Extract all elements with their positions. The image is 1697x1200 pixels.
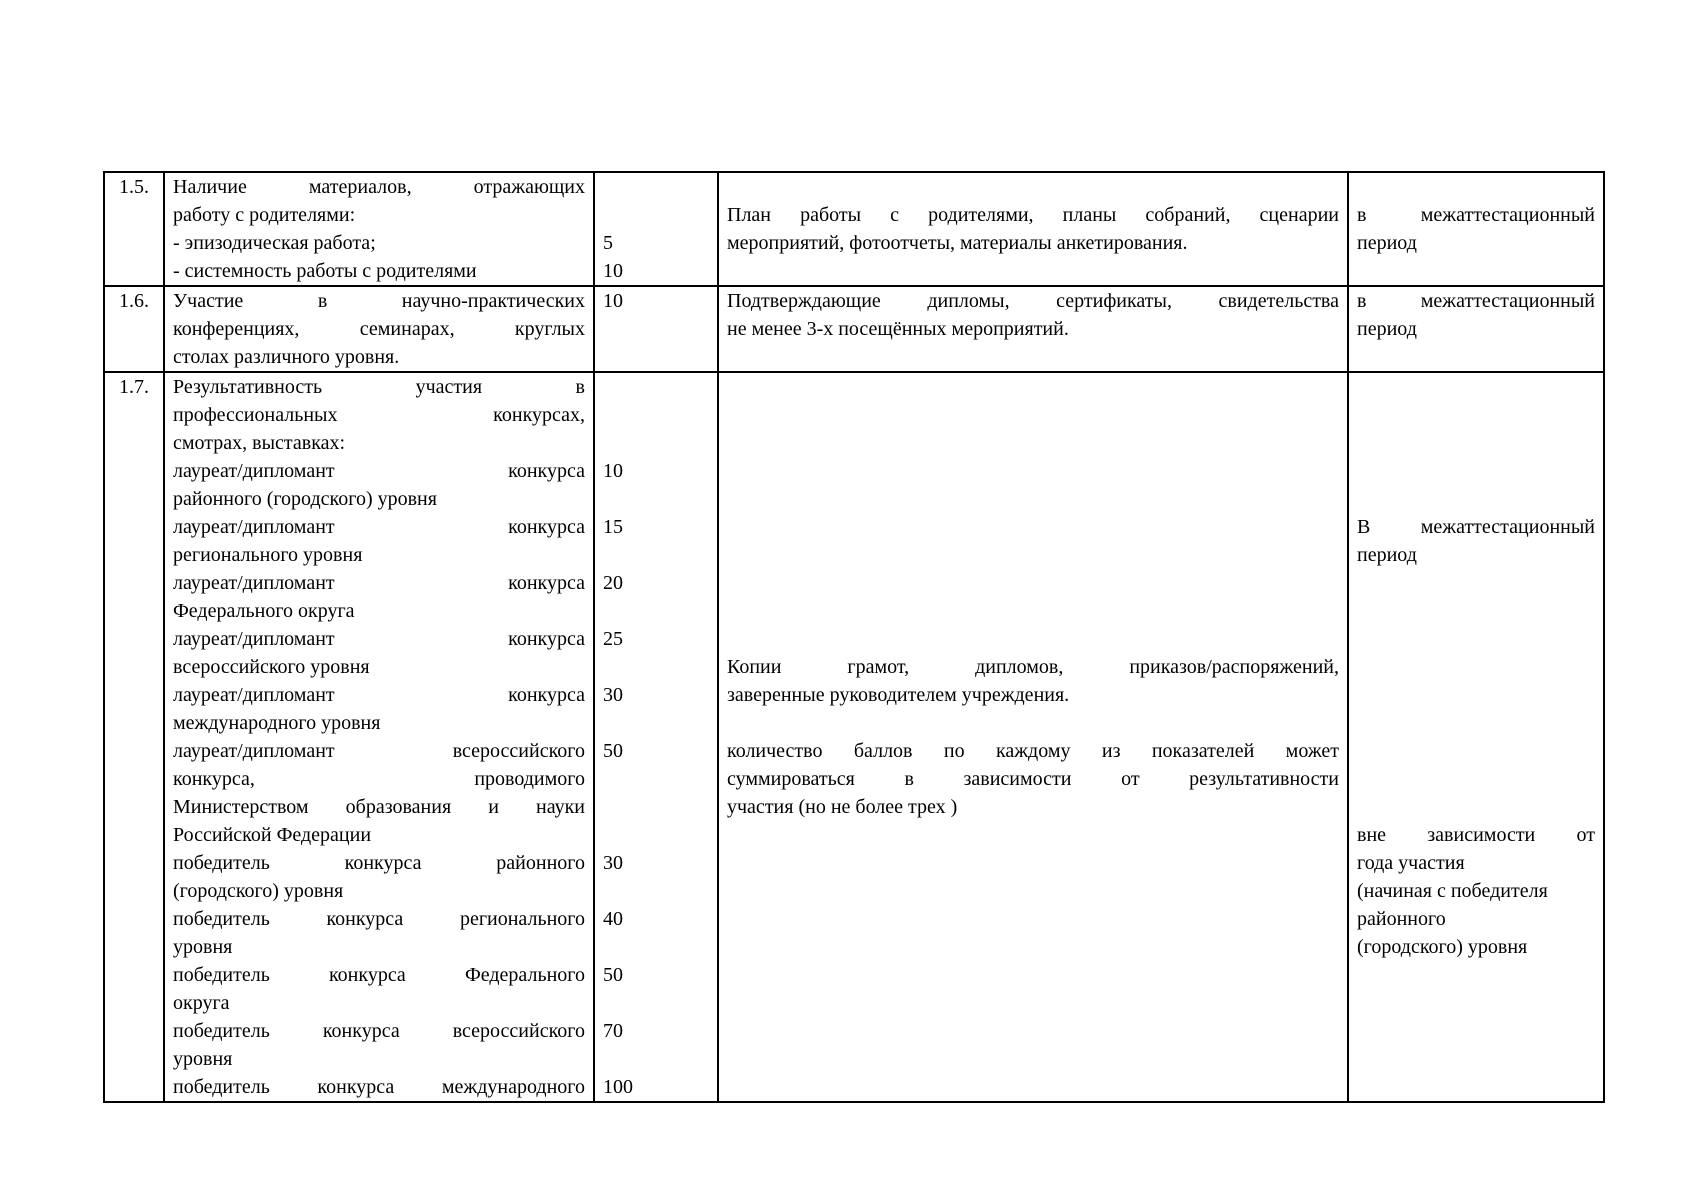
period-line — [1357, 737, 1595, 765]
period-line — [1357, 597, 1595, 625]
evidence-line: Копии грамот, дипломов, приказов/распоряжений, — [727, 656, 1339, 678]
evidence-line: План работы с родителями, планы собраний, сценарии — [727, 204, 1339, 226]
criterion-line: столах различного уровня. — [173, 346, 400, 368]
points-line — [603, 429, 709, 457]
period-line: районного — [1357, 908, 1446, 930]
evidence-line — [727, 513, 1339, 541]
criterion-line: победитель конкурса Федерального — [173, 964, 585, 986]
period-line — [1357, 485, 1595, 513]
period-line: (начиная с победителя — [1357, 880, 1548, 902]
points-line — [603, 709, 709, 737]
criterion-line: Участие в научно-практических — [173, 290, 585, 312]
period-cell — [1348, 286, 1604, 372]
evidence-line: мероприятий, фотоотчеты, материалы анкетирования. — [727, 232, 1188, 254]
period-line: В межаттестационный — [1357, 516, 1595, 538]
table-row — [104, 172, 1604, 286]
criterion-line: регионального уровня — [173, 544, 363, 566]
criteria-table-body — [104, 172, 1604, 1102]
evidence-line: Подтверждающие дипломы, сертификаты, свидетельства — [727, 290, 1339, 312]
evidence-line — [727, 429, 1339, 457]
criterion-line: уровня — [173, 1048, 233, 1070]
evidence-line — [727, 457, 1339, 485]
period-line: года участия — [1357, 852, 1465, 874]
points-line: 25 — [603, 628, 623, 650]
points-line: 10 — [603, 260, 623, 282]
evidence-line: суммироваться в зависимости от результативности — [727, 768, 1339, 790]
criterion-line: победитель конкурса регионального — [173, 908, 585, 930]
points-line: 50 — [603, 740, 623, 762]
evidence-line: не менее 3-х посещённых мероприятий. — [727, 318, 1069, 340]
criterion-line: международного уровня — [173, 712, 381, 734]
period-line: период — [1357, 544, 1417, 566]
evidence-line: заверенные руководителем учреждения. — [727, 684, 1070, 706]
period-line — [1357, 625, 1595, 653]
row-number: 1.7. — [104, 372, 164, 1102]
period-line: (городского) уровня — [1357, 936, 1528, 958]
evidence-line — [727, 597, 1339, 625]
criterion-line: - эпизодическая работа; — [173, 232, 376, 254]
points-line: 70 — [603, 1020, 623, 1042]
criterion-line: Наличие материалов, отражающих — [173, 176, 585, 198]
points-line — [603, 989, 709, 1017]
criterion-line: лауреат/дипломант конкурса — [173, 460, 585, 482]
points-cell — [594, 172, 718, 286]
evidence-line — [727, 373, 1339, 401]
evidence-line — [727, 709, 1339, 737]
points-line: 15 — [603, 516, 623, 538]
points-line: 10 — [603, 460, 623, 482]
evidence-line — [727, 569, 1339, 597]
points-line: 5 — [603, 232, 613, 254]
points-line — [603, 821, 709, 849]
points-line — [603, 765, 709, 793]
criterion-cell — [164, 372, 594, 1102]
period-line — [1357, 569, 1595, 597]
points-line: 40 — [603, 908, 623, 930]
points-line — [603, 173, 709, 201]
criterion-line: работу с родителями: — [173, 204, 356, 226]
evidence-line — [727, 625, 1339, 653]
points-line: 20 — [603, 572, 623, 594]
evidence-line — [727, 401, 1339, 429]
evidence-line — [727, 485, 1339, 513]
evidence-line — [727, 541, 1339, 569]
criterion-line: лауреат/дипломант конкурса — [173, 628, 585, 650]
table-row — [104, 372, 1604, 1102]
period-cell — [1348, 172, 1604, 286]
points-line — [603, 877, 709, 905]
period-line — [1357, 653, 1595, 681]
points-cell — [594, 372, 718, 1102]
row-number: 1.6. — [104, 286, 164, 372]
criterion-line: победитель конкурса районного — [173, 852, 585, 874]
points-line: 30 — [603, 684, 623, 706]
points-line: 100 — [603, 1076, 633, 1098]
points-line — [603, 373, 709, 401]
points-line: 30 — [603, 852, 623, 874]
criterion-line: победитель конкурса всероссийского — [173, 1020, 585, 1042]
criterion-cell — [164, 286, 594, 372]
criterion-line: конкурса, проводимого — [173, 768, 585, 790]
period-line — [1357, 681, 1595, 709]
criterion-line: лауреат/дипломант всероссийского — [173, 740, 585, 762]
criterion-line: Российской Федерации — [173, 824, 372, 846]
points-line: 10 — [603, 290, 623, 312]
period-line — [1357, 765, 1595, 793]
period-line: в межаттестационный — [1357, 290, 1595, 312]
criterion-line: конференциях, семинарах, круглых — [173, 318, 585, 340]
points-line — [603, 485, 709, 513]
criterion-cell — [164, 172, 594, 286]
period-line — [1357, 709, 1595, 737]
criterion-line: профессиональных конкурсах, — [173, 404, 585, 426]
evidence-cell — [718, 286, 1348, 372]
criterion-line: - системность работы с родителями — [173, 260, 477, 282]
criterion-line: уровня — [173, 936, 233, 958]
evidence-line: количество баллов по каждому из показателей может — [727, 740, 1339, 762]
period-line — [1357, 373, 1595, 401]
points-line — [603, 201, 709, 229]
criterion-line: победитель конкурса международного — [173, 1076, 585, 1098]
points-line — [603, 401, 709, 429]
period-line: вне зависимости от — [1357, 824, 1595, 846]
criterion-line: Федерального округа — [173, 600, 355, 622]
period-line — [1357, 457, 1595, 485]
criterion-line: районного (городского) уровня — [173, 488, 437, 510]
points-line — [603, 541, 709, 569]
criterion-line: лауреат/дипломант конкурса — [173, 516, 585, 538]
period-line — [1357, 429, 1595, 457]
points-line: 50 — [603, 964, 623, 986]
table-row — [104, 286, 1604, 372]
evidence-cell — [718, 172, 1348, 286]
criterion-line: округа — [173, 992, 230, 1014]
period-line: период — [1357, 232, 1417, 254]
criterion-line: смотрах, выставках: — [173, 432, 346, 454]
criterion-line: Результативность участия в — [173, 376, 585, 398]
period-line — [1357, 793, 1595, 821]
criterion-line: Министерством образования и науки — [173, 796, 585, 818]
points-line — [603, 933, 709, 961]
row-number: 1.5. — [104, 172, 164, 286]
period-line: период — [1357, 318, 1417, 340]
points-line — [603, 597, 709, 625]
period-line: в межаттестационный — [1357, 204, 1595, 226]
criterion-line: всероссийского уровня — [173, 656, 370, 678]
period-line — [1357, 401, 1595, 429]
points-line — [603, 1045, 709, 1073]
points-cell — [594, 286, 718, 372]
criterion-line: лауреат/дипломант конкурса — [173, 572, 585, 594]
evidence-line: участия (но не более трех ) — [727, 796, 958, 818]
criterion-line: лауреат/дипломант конкурса — [173, 684, 585, 706]
points-line — [603, 653, 709, 681]
criteria-table — [103, 171, 1605, 1103]
evidence-cell — [718, 372, 1348, 1102]
criterion-line: (городского) уровня — [173, 880, 344, 902]
points-line — [603, 793, 709, 821]
period-cell — [1348, 372, 1604, 1102]
